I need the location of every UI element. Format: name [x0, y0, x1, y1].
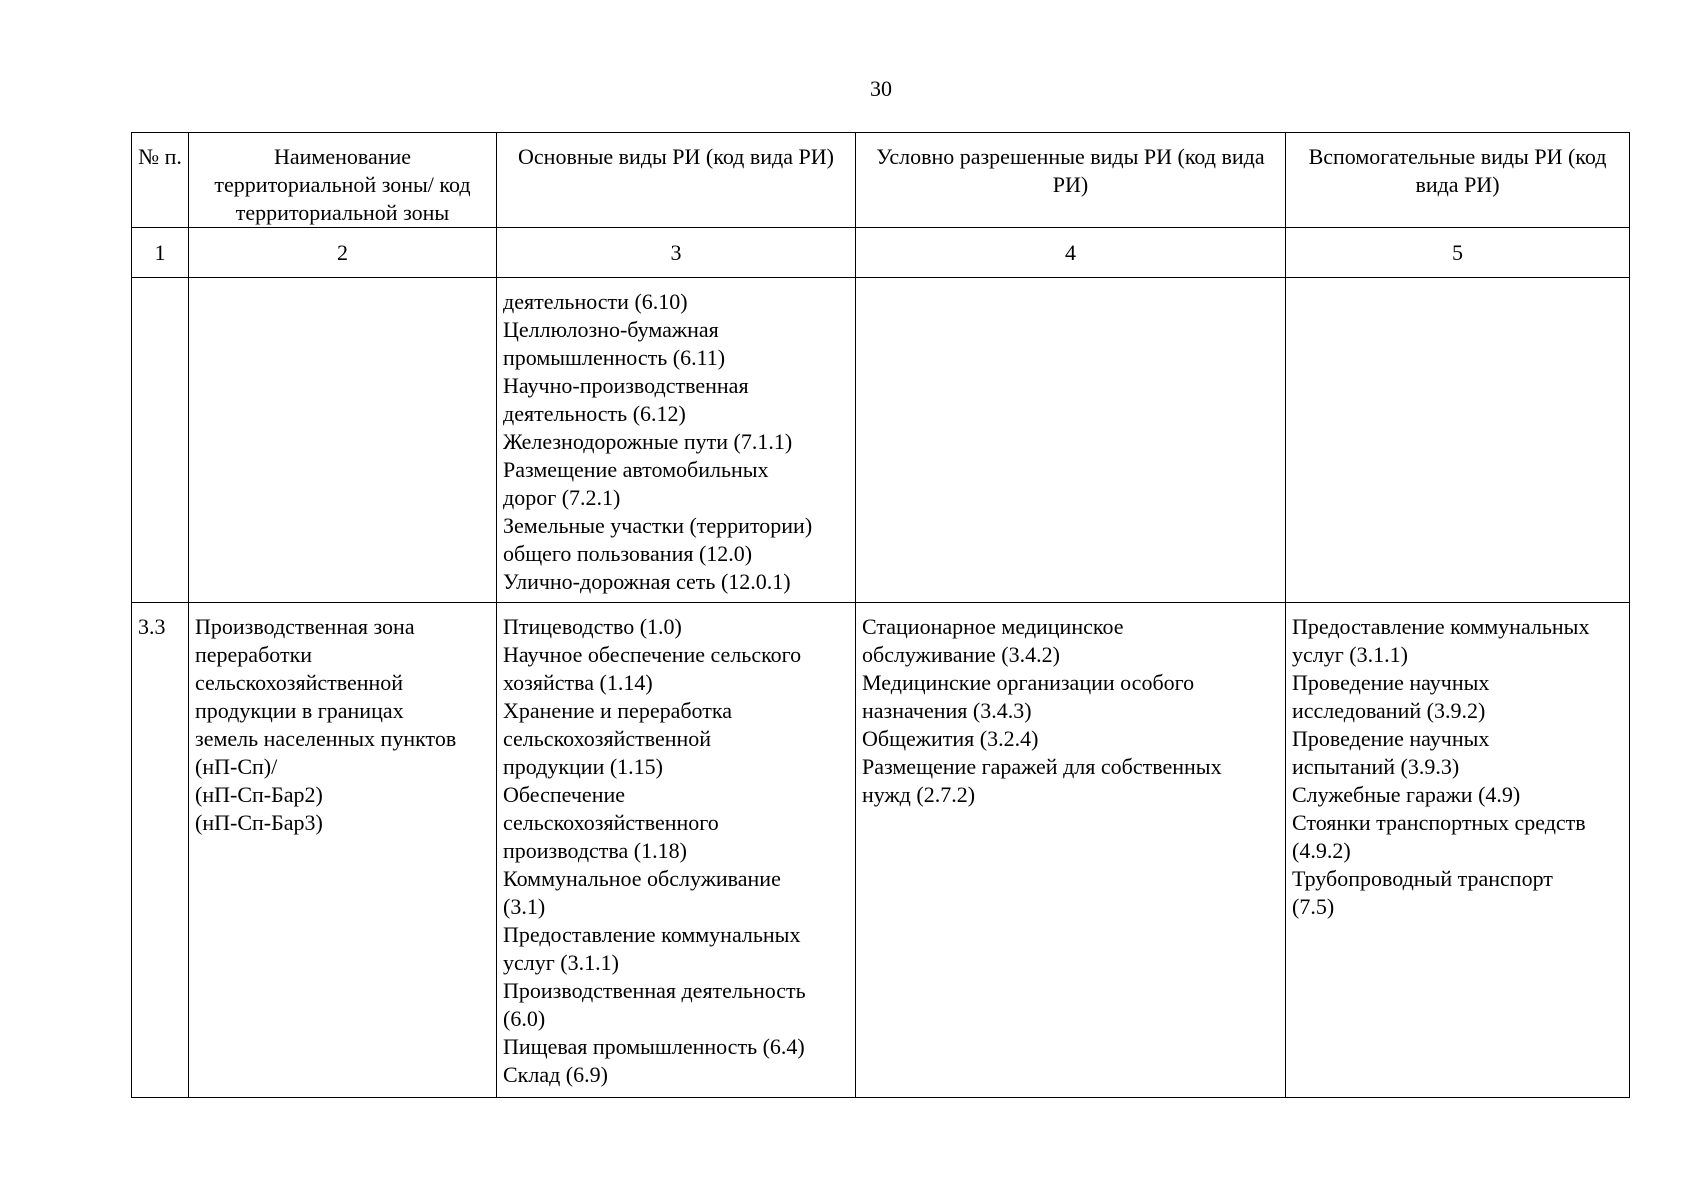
list-item: обслуживание (3.4.2): [862, 642, 1060, 667]
cell-number: 3.3: [132, 603, 189, 1098]
list-item: (3.1): [503, 894, 546, 919]
list-item: Научно-производственная: [503, 373, 749, 398]
list-item: общего пользования (12.0): [503, 541, 753, 566]
header-conditional-uses: Условно разрешенные виды РИ (код вида РИ): [856, 133, 1286, 228]
cell-zone-name-empty: [189, 278, 497, 603]
page-number: 30: [870, 76, 892, 101]
zone-code: (нП-Сп)/: [195, 754, 278, 779]
list-item: Пищевая промышленность (6.4): [503, 1034, 805, 1059]
list-item: производства (1.18): [503, 838, 687, 863]
zone-code: (нП-Сп-Бар2): [195, 782, 323, 807]
list-item: Общежития (3.2.4): [862, 726, 1039, 751]
column-number: 1: [132, 228, 189, 278]
list-item: услуг (3.1.1): [1292, 642, 1408, 667]
cell-auxiliary-uses-empty: [1286, 278, 1630, 603]
list-item: Проведение научных: [1292, 726, 1490, 751]
zone-name-line: земель населенных пунктов: [195, 726, 457, 751]
list-item: назначения (3.4.3): [862, 698, 1032, 723]
list-item: Предоставление коммунальных: [1292, 614, 1590, 639]
cell-number-empty: [132, 278, 189, 603]
list-item: Стационарное медицинское: [862, 614, 1124, 639]
cell-main-uses: [497, 603, 856, 1098]
header-main-uses: Основные виды РИ (код вида РИ): [497, 133, 856, 228]
list-item: дорог (7.2.1): [503, 485, 621, 510]
cell-conditional-uses-empty: [856, 278, 1286, 603]
column-number: 5: [1286, 228, 1630, 278]
table-row-continuation: [132, 278, 1630, 603]
list-item: Коммунальное обслуживание: [503, 866, 781, 891]
list-item: испытаний (3.9.3): [1292, 754, 1460, 779]
column-number: 3: [497, 228, 856, 278]
list-item: промышленность (6.11): [503, 345, 726, 370]
list-item: (6.0): [503, 1006, 546, 1031]
header-zone-name: Наименование территориальной зоны/ код территориальной зоны: [189, 133, 497, 228]
zoning-table: [131, 132, 1630, 1098]
list-item: Стоянки транспортных средств: [1292, 810, 1586, 835]
list-item: продукции (1.15): [503, 754, 663, 779]
list-item: Служебные гаражи (4.9): [1292, 782, 1521, 807]
list-item: Проведение научных: [1292, 670, 1490, 695]
header-auxiliary-uses: Вспомогательные виды РИ (код вида РИ): [1286, 133, 1630, 228]
list-item: Размещение автомобильных: [503, 457, 769, 482]
list-item: Улично-дорожная сеть (12.0.1): [503, 569, 791, 594]
column-number-row: [132, 228, 1630, 278]
list-item: исследований (3.9.2): [1292, 698, 1486, 723]
table-header-row: [132, 133, 1630, 228]
list-item: деятельности (6.10): [503, 289, 688, 314]
zone-name-line: Производственная зона: [195, 614, 415, 639]
list-item: Обеспечение: [503, 782, 625, 807]
cell-main-uses: [497, 278, 856, 603]
header-number: № п.: [132, 133, 189, 228]
list-item: нужд (2.7.2): [862, 782, 976, 807]
list-item: хозяйства (1.14): [503, 670, 653, 695]
cell-conditional-uses: [856, 603, 1286, 1098]
zone-code: (нП-Сп-Бар3): [195, 810, 323, 835]
zone-name-line: переработки: [195, 642, 313, 667]
list-item: Птицеводство (1.0): [503, 614, 682, 639]
list-item: (7.5): [1292, 894, 1335, 919]
list-item: Предоставление коммунальных: [503, 922, 801, 947]
list-item: услуг (3.1.1): [503, 950, 619, 975]
list-item: Размещение гаражей для собственных: [862, 754, 1222, 779]
cell-auxiliary-uses: [1286, 603, 1630, 1098]
table-row-3-3: [132, 603, 1630, 1098]
list-item: сельскохозяйственного: [503, 810, 719, 835]
list-item: Железнодорожные пути (7.1.1): [503, 429, 793, 454]
cell-zone-name: [189, 603, 497, 1098]
list-item: Земельные участки (территории): [503, 513, 813, 538]
zone-name-line: продукции в границах: [195, 698, 404, 723]
list-item: (4.9.2): [1292, 838, 1351, 863]
list-item: Целлюлозно-бумажная: [503, 317, 719, 342]
column-number: 4: [856, 228, 1286, 278]
list-item: сельскохозяйственной: [503, 726, 712, 751]
list-item: Производственная деятельность: [503, 978, 806, 1003]
list-item: Трубопроводный транспорт: [1292, 866, 1553, 891]
list-item: деятельность (6.12): [503, 401, 686, 426]
list-item: Научное обеспечение сельского: [503, 642, 802, 667]
list-item: Медицинские организации особого: [862, 670, 1195, 695]
list-item: Хранение и переработка: [503, 698, 732, 723]
list-item: Склад (6.9): [503, 1062, 608, 1087]
zone-name-line: сельскохозяйственной: [195, 670, 404, 695]
column-number: 2: [189, 228, 497, 278]
